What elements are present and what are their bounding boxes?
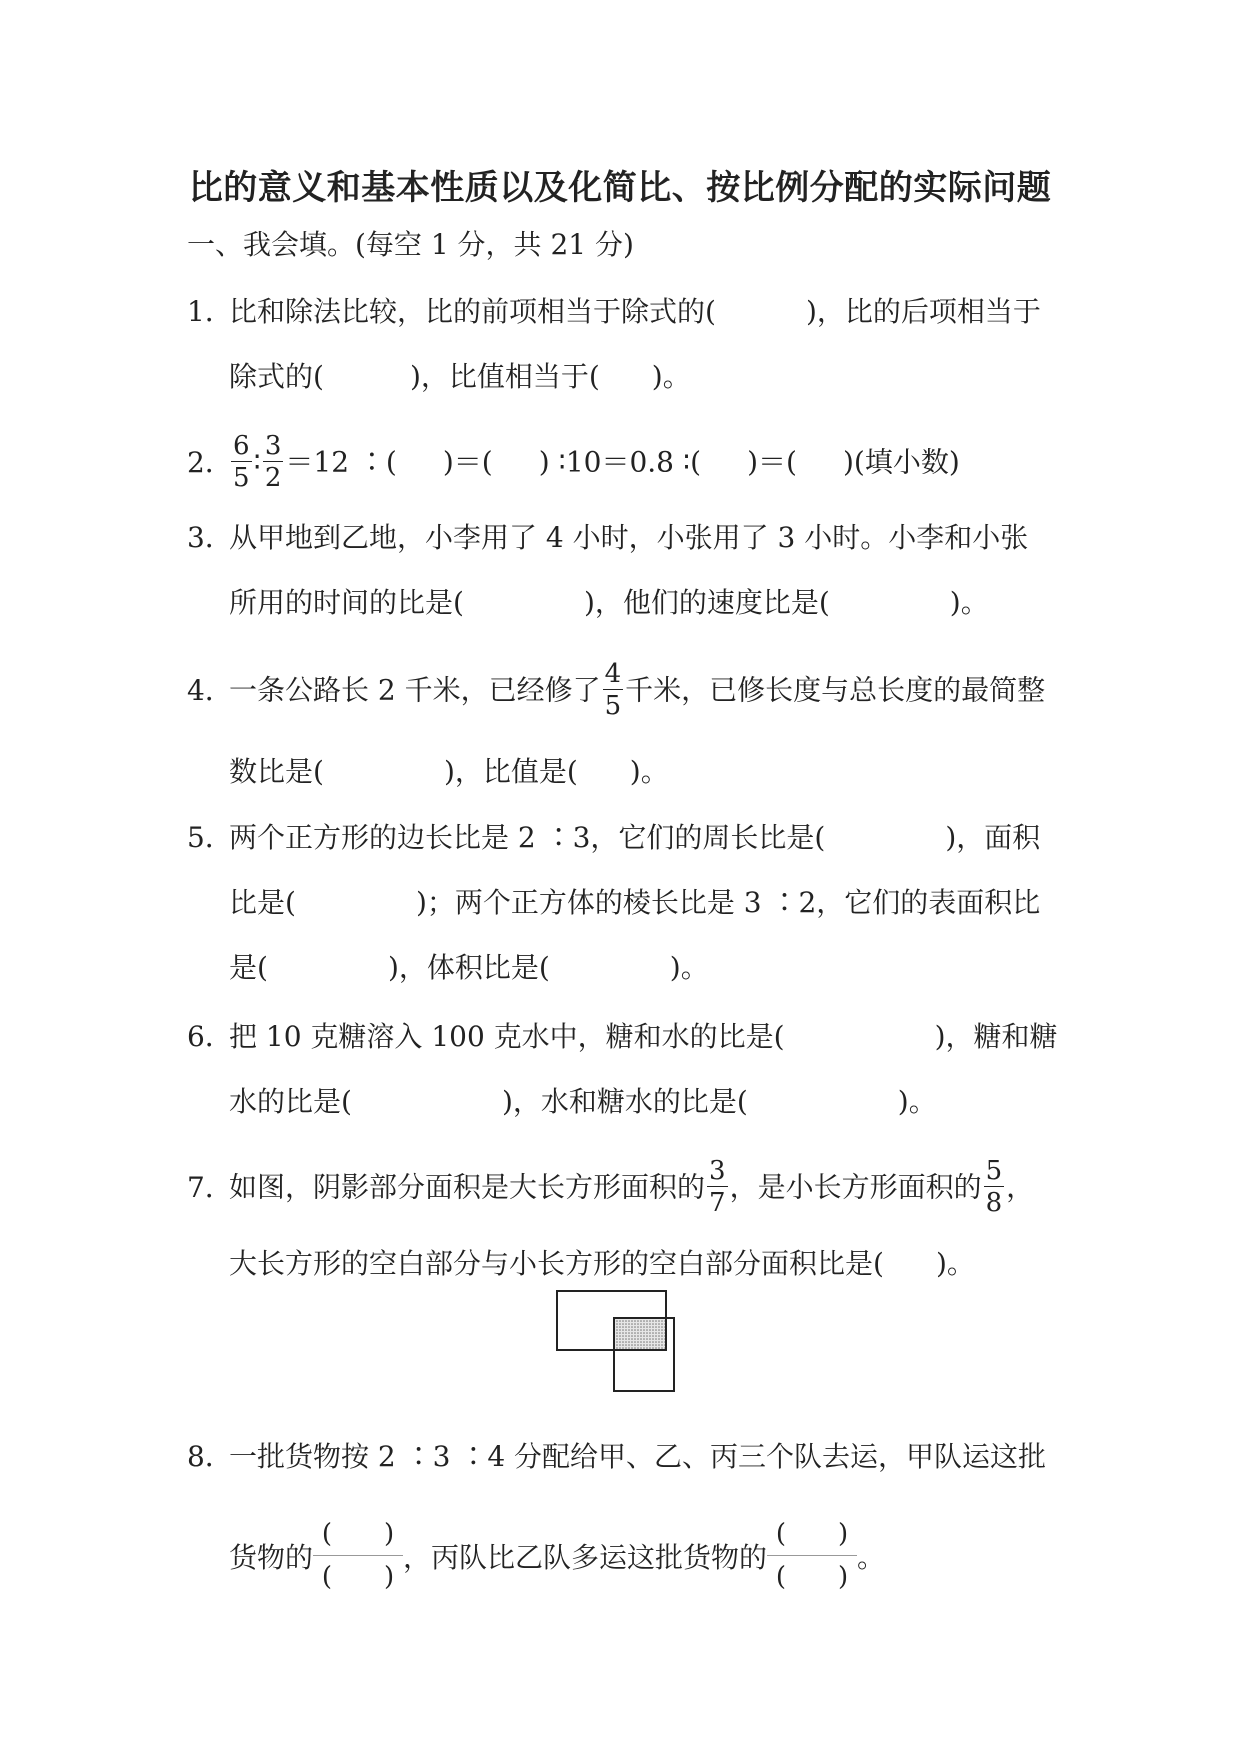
page-title: 比的意义和基本性质以及化简比、按比例分配的实际问题 (188, 168, 1052, 208)
question-6-line-1: 6．把 10 克糖溶入 100 克水中，糖和水的比是( )，糖和糖 (187, 1017, 1058, 1057)
question-number: 8． (187, 1440, 233, 1473)
fraction-3-7: $\frac{3}{7}$ (709, 1156, 726, 1218)
question-number: 3． (187, 521, 233, 554)
section-heading: 一、我会填。(每空 1 分，共 21 分) (187, 228, 634, 261)
question-4-line-2: 数比是( )，比值是( )。 (229, 755, 669, 788)
rectangles-diagram (550, 1290, 690, 1400)
question-number: 4． (187, 673, 233, 707)
question-7-line-2: 大长方形的空白部分与小长方形的空白部分面积比是( )。 (229, 1247, 975, 1280)
overlapping-rectangles-figure (550, 1290, 690, 1404)
question-5-line-1: 5．两个正方形的边长比是 2 ∶3，它们的周长比是( )，面积 (187, 818, 1040, 858)
question-3-line-1: 3．从甲地到乙地，小李用了 4 小时，小张用了 3 小时。小李和小张 (187, 518, 1028, 558)
question-4-line-1: 4．一条公路长 2 千米，已经修了 $\frac{4}{5}$ 千米，已修长度与总长度的最简整 (187, 659, 1046, 721)
fraction-6-5: $\frac{6}{5}$ (233, 431, 250, 493)
question-number: 7． (187, 1170, 233, 1204)
fraction-5-8: $\frac{5}{8}$ (985, 1156, 1003, 1218)
question-7-line-1: 7．如图，阴影部分面积是大长方形面积的 $\frac{3}{7}$ ，是小长方形面积的 $\frac{5}{8}$ ， (187, 1156, 1035, 1218)
fraction-3-2: $\frac{3}{2}$ (264, 431, 282, 493)
shaded-overlap (614, 1318, 666, 1350)
question-5-line-3: 是( )，体积比是( )。 (229, 951, 709, 984)
question-1-line-1: 1．比和除法比较，比的前项相当于除式的( )，比的后项相当于 (187, 292, 1041, 332)
fraction-4-5: $\frac{4}{5}$ (604, 659, 622, 721)
question-2: 2． $\frac{6}{5}$ ∶ $\frac{3}{2}$ ＝12 ∶( )＝( ) ∶10＝0.8 ∶( )＝( )(填小数) (187, 431, 960, 493)
blank-fraction-2[interactable]: ( ) ( ) (767, 1521, 857, 1590)
question-number: 2． (187, 445, 233, 479)
question-8-line-1: 8．一批货物按 2 ∶3 ∶4 分配给甲、乙、丙三个队去运，甲队运这批 (187, 1437, 1046, 1477)
question-1-line-2: 除式的( )，比值相当于( )。 (229, 360, 691, 393)
blank-fraction-1[interactable]: ( ) ( ) (313, 1521, 403, 1590)
question-number: 6． (187, 1020, 233, 1053)
question-6-line-2: 水的比是( )，水和糖水的比是( )。 (229, 1085, 937, 1118)
question-number: 1． (187, 295, 233, 328)
question-number: 5． (187, 821, 233, 854)
question-5-line-2: 比是( )；两个正方体的棱长比是 3 ∶2，它们的表面积比 (229, 886, 1041, 919)
question-8-line-2: 货物的 ( ) ( ) ，丙队比乙队多运这批货物的 ( ) ( ) 。 (229, 1519, 886, 1592)
question-3-line-2: 所用的时间的比是( )，他们的速度比是( )。 (229, 586, 989, 619)
